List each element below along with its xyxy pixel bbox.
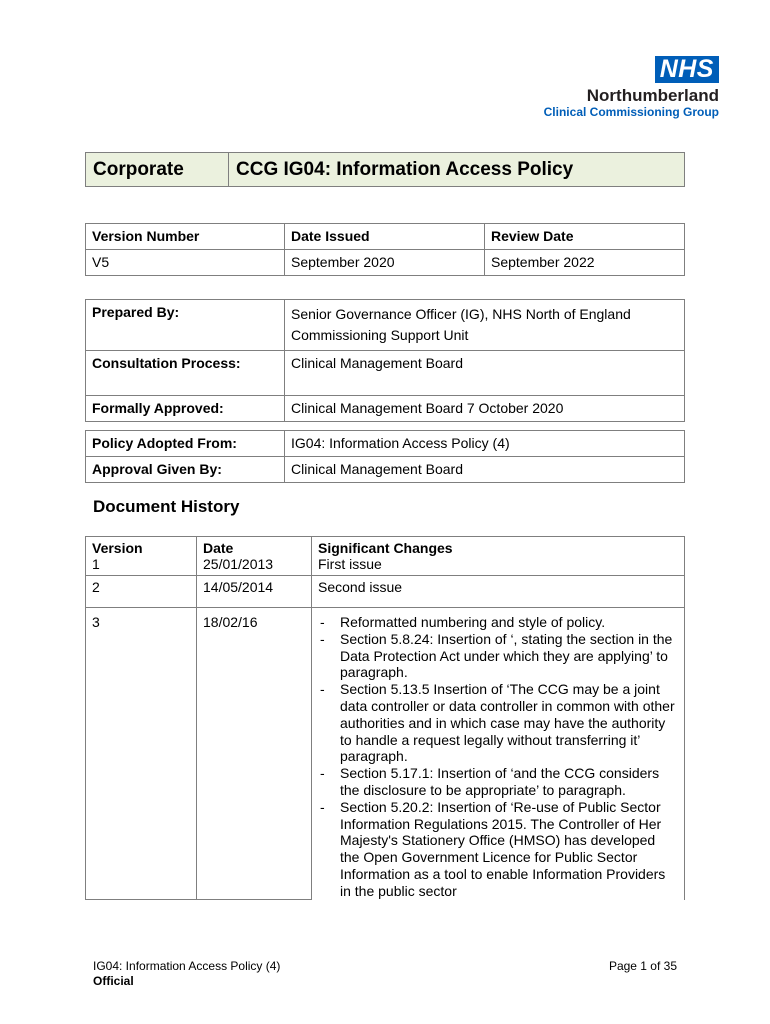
version-table (85, 223, 685, 276)
history-change: Second issue (312, 576, 685, 608)
history-version: 1 (86, 556, 197, 576)
org-name: Northumberland (586, 86, 719, 105)
approval-given-label: Approval Given By: (86, 457, 285, 483)
header-version-number: Version Number (86, 224, 285, 250)
preparation-table (85, 299, 685, 422)
list-item: - Section 5.8.24: Insertion of ‘, stating the section in the Data Protection Act under which they are applying’ to paragraph. (340, 631, 678, 681)
history-version: 3 (86, 608, 197, 900)
list-item: - Section 5.13.5 Insertion of ‘The CCG may be a joint data controller or data controller in common with other authorities and in which case may have the authority to handle a request legally without transferring it’ paragraph. (340, 681, 678, 765)
history-date: 14/05/2014 (197, 576, 312, 608)
org-subtitle: Clinical Commissioning Group (543, 105, 719, 119)
nhs-logo (519, 56, 719, 120)
footer-doc-name: IG04: Information Access Policy (4) (93, 959, 281, 973)
formally-approved-label: Formally Approved: (86, 396, 285, 422)
history-change: First issue (312, 556, 685, 576)
document-history-table (85, 536, 685, 900)
table-row (86, 608, 685, 900)
changes-list (318, 614, 678, 900)
date-issued-value: September 2020 (285, 250, 485, 276)
policy-title: CCG IG04: Information Access Policy (229, 153, 685, 187)
policy-adopted-label: Policy Adopted From: (86, 431, 285, 457)
version-value: V5 (86, 250, 285, 276)
policy-adopted-value: IG04: Information Access Policy (4) (285, 431, 685, 457)
nhs-logo-mark: NHS (655, 56, 719, 83)
list-item: - Section 5.20.2: Insertion of ‘Re-use of Public Sector Information Regulations 2015. The Controller of Her Majesty's Stationery Office (HMSO) has developed the Open Government Licence for Public Sector Information as a tool to enable Information Providers in the public sector (340, 799, 678, 900)
header-date-issued: Date Issued (285, 224, 485, 250)
table-row (86, 556, 685, 576)
adoption-table (85, 430, 685, 483)
history-header-date: Date (197, 537, 312, 557)
title-table (85, 152, 685, 187)
consultation-value: Clinical Management Board (285, 351, 685, 396)
history-version: 2 (86, 576, 197, 608)
header-review-date: Review Date (485, 224, 685, 250)
history-changes-cell (312, 608, 685, 900)
history-header-changes: Significant Changes (312, 537, 685, 557)
history-date: 18/02/16 (197, 608, 312, 900)
page-number: Page 1 of 35 (608, 959, 677, 973)
history-header-version: Version (86, 537, 197, 557)
table-row (86, 576, 685, 608)
prepared-by-label: Prepared By: (86, 300, 285, 351)
list-item: - Section 5.17.1: Insertion of ‘and the CCG considers the disclosure to be appropriate’ to paragraph. (340, 765, 678, 799)
document-history-heading: Document History (93, 497, 240, 516)
review-date-value: September 2022 (485, 250, 685, 276)
formally-approved-value: Clinical Management Board 7 October 2020 (285, 396, 685, 422)
category-cell: Corporate (86, 153, 229, 187)
approval-given-value: Clinical Management Board (285, 457, 685, 483)
footer-classification: Official (93, 974, 134, 988)
list-item: - Reformatted numbering and style of policy. (340, 614, 678, 631)
prepared-by-value: Senior Governance Officer (IG), NHS North of England Commissioning Support Unit (285, 300, 685, 351)
footer-left (93, 959, 280, 989)
consultation-label: Consultation Process: (86, 351, 285, 396)
history-date: 25/01/2013 (197, 556, 312, 576)
